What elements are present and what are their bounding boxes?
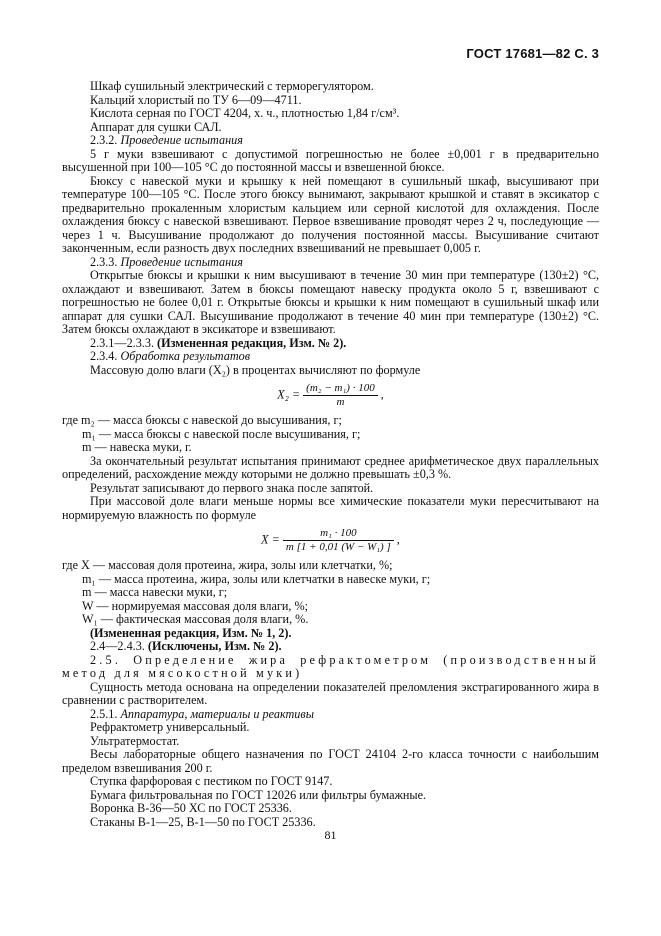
section-heading: 2.5. Определение жира рефрактометром (производственный метод для мясокостной муки) <box>62 652 599 680</box>
amendment-note: (Измененная редакция, Изм. № 1, 2). <box>90 625 292 640</box>
text-line: Аппарат для сушки САЛ. <box>90 119 222 134</box>
document-body <box>62 80 599 829</box>
formula-recalc: X = $\frac{\text{m₁ · 100}}{\text{m [1 + 0,01 (W − W₁) ]}}$ , <box>261 527 400 553</box>
legend-item: W₁ — фактическая массовая доля влаги, %. <box>82 612 309 626</box>
legend-item: W — нормируемая массовая доля влаги, %; <box>82 598 309 613</box>
formula-numerator: m₁ · 100 <box>283 527 394 541</box>
text-line: Шкаф сушильный электрический с терморегулятором. <box>90 79 374 93</box>
paragraph: 5 г муки взвешивают с допустимой погрешностью не более ±0,001 г в предварительно высушенной при 100—105 °С до постоянной массы и взвешенной бюксе. <box>62 146 599 174</box>
text-line: Массовую долю влаги (X₂) в процентах вычисляют по формуле <box>90 362 421 377</box>
amendment-note: 2.3.1—2.3.3. (Измененная редакция, Изм. № 2). <box>90 335 347 350</box>
running-header: ГОСТ 17681—82 С. 3 <box>466 46 599 61</box>
paragraph: Результат записывают до первого знака после запятой. <box>90 480 374 495</box>
amendment-note: 2.4—2.4.3. (Исключены, Изм. № 2). <box>90 639 282 653</box>
paragraph: Бюксу с навеской муки и крышку к ней помещают в сушильный шкаф, высушивают при температуре 100—105 °С. После этого бюксу вынимают, закрывают крышкой и ставят в эксикатор с предварительно прокаленным хлористым кальцием или серной кислотой для охлаждения. После охлаждения бюксу с навеской взвешивают. Первое взвешивание проводят через 2 ч, последующие — через 1 ч. Высушивание продолжают до получения постоянной массы. Высушивание считают законченным, если разность двух последних взвешиваний не превышает 0,005 г. <box>62 173 599 255</box>
paragraph: Сущность метода основана на определении показателей преломления экстрагированного жира в сравнении с растворителем. <box>62 679 599 707</box>
legend-item: m — масса навески муки, г; <box>82 585 228 599</box>
page-number: 81 <box>324 828 337 842</box>
formula-moisture: X₂ = $\frac{\text{(m₂ − m₁) · 100}}{m}$ , <box>277 382 384 408</box>
legend-item: m₁ — масса бюксы с навеской после высушивания, г; <box>82 426 361 441</box>
paragraph: Весы лабораторные общего назначения по ГОСТ 24104 2-го класса точности с наибольшим пределом взвешивания 200 г. <box>62 747 599 775</box>
text-line: Воронка В-36—50 ХС по ГОСТ 25336. <box>90 801 292 815</box>
text-line: Ультратермостат. <box>90 733 180 748</box>
formula-numerator: (m₂ − m₁) · 100 <box>303 382 378 396</box>
paragraph: При массовой доле влаги меньше нормы все химические показатели муки пересчитывают на нормируемую влажность по формуле <box>62 494 599 522</box>
legend-item: где X — массовая доля протеина, жира, золы или клетчатки, %; <box>62 558 393 572</box>
formula-denominator: m [1 + 0,01 (W − W₁) ] <box>285 541 391 553</box>
section-heading: 2.3.2. Проведение испытания <box>90 133 243 147</box>
formula-denominator: m <box>336 396 345 408</box>
section-heading: 2.3.4. Обработка результатов <box>90 349 251 363</box>
legend-item: где m₂ — масса бюксы с навеской до высушивания, г; <box>62 413 342 427</box>
text-line: Стаканы В-1—25, В-1—50 по ГОСТ 25336. <box>90 814 316 829</box>
legend-item: m₁ — масса протеина, жира, золы или клетчатки в навеске муки, г; <box>82 571 431 586</box>
text-line: Бумага фильтровальная по ГОСТ 12026 или фильтры бумажные. <box>90 787 427 802</box>
legend-item: m — навеска муки, г. <box>82 440 192 454</box>
section-heading: 2.5.1. Аппаратура, материалы и реактивы <box>90 706 314 721</box>
paragraph: За окончательный результат испытания принимают среднее арифметическое двух параллельных определений, расхождение между которыми не должно превышать ±0,3 %. <box>62 453 599 481</box>
text-line: Кислота серная по ГОСТ 4204, х. ч., плотностью 1,84 г/см³. <box>90 106 400 120</box>
text-line: Рефрактометр универсальный. <box>90 720 250 734</box>
formula-legend <box>62 414 599 455</box>
paragraph: Открытые бюксы и крышки к ним высушивают в течение 30 мин при температуре (130±2) °С, охлаждают и взвешивают. Затем в бюксы помещают навеску продукта около 5 г, взвешивают с погрешностью не более 0,01 г. Открытые бюксы и крышки к ним помещают в сушильный шкаф или аппарат для сушки САЛ. Высушивание продолжают в течение 40 мин при температуре (130±2) °С. Затем бюксы охлаждают в эксикаторе и взвешивают. <box>62 268 599 336</box>
section-heading: 2.3.3. Проведение испытания <box>90 254 243 269</box>
text-line: Ступка фарфоровая с пестиком по ГОСТ 9147. <box>90 774 333 788</box>
formula-legend <box>62 559 599 627</box>
text-line: Кальций хлористый по ТУ 6—09—4711. <box>90 92 302 107</box>
